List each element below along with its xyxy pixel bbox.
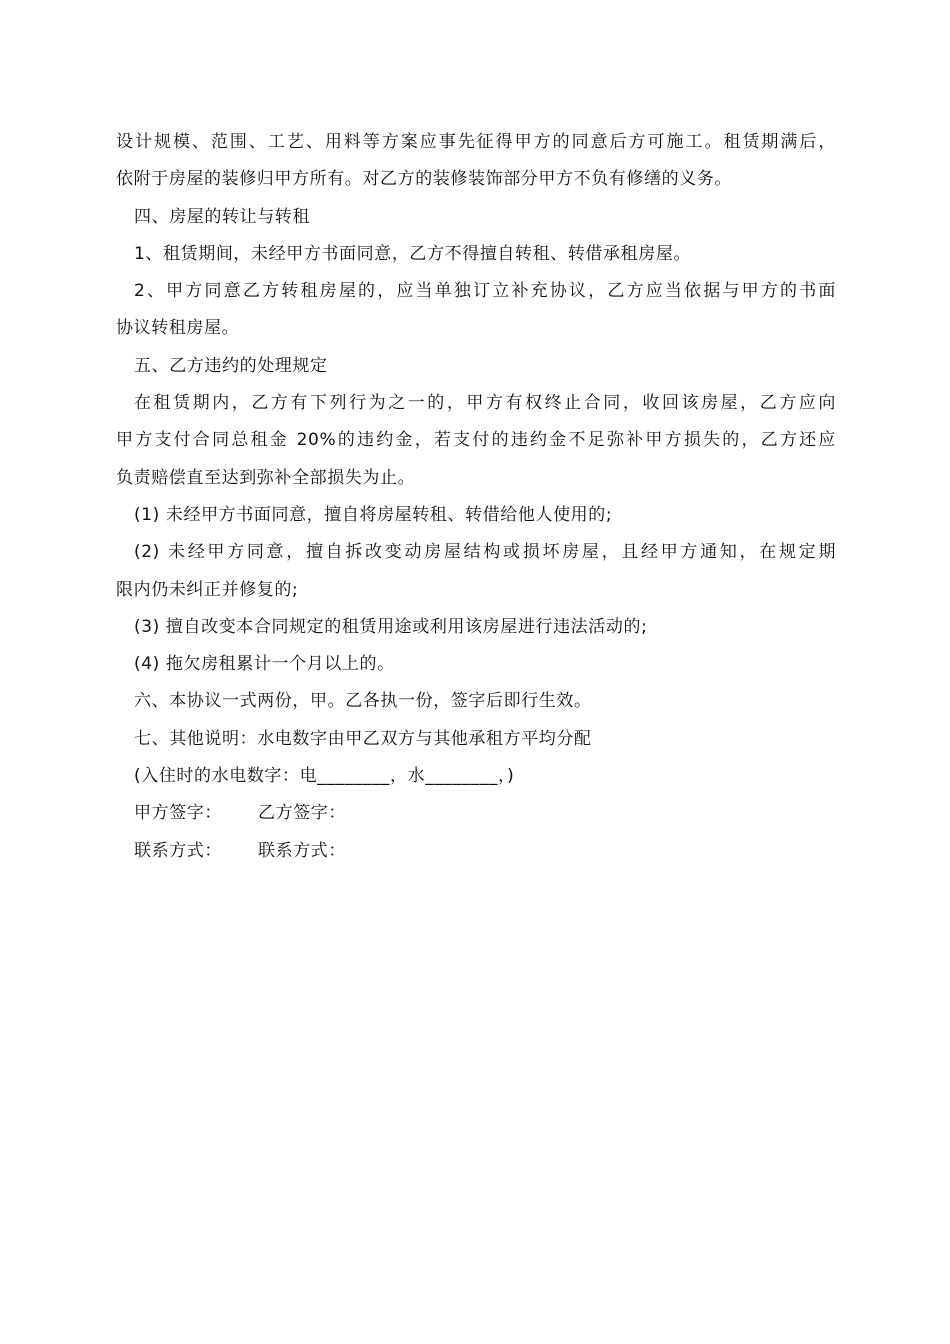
party-a-contact-label: 联系方式：	[134, 840, 222, 861]
paragraph-line: 负责赔偿直至达到弥补全部损失为止。	[116, 467, 416, 488]
list-item: (1) 未经甲方书面同意，擅自将房屋转租、转借给他人使用的;	[134, 504, 613, 525]
section-heading-transfer: 四、房屋的转让与转租	[134, 206, 310, 227]
signature-row	[116, 795, 836, 832]
section-heading-breach: 五、乙方违约的处理规定	[134, 355, 328, 376]
list-item: (2) 未经甲方同意，擅自拆改变动房屋结构或损坏房屋，且经甲方通知，在规定期	[134, 542, 836, 563]
paragraph-line: 设计规模、范围、工艺、用料等方案应事先征得甲方的同意后方可施工。租赁期满后，	[116, 132, 836, 152]
document-body	[116, 124, 836, 870]
contact-row	[116, 833, 836, 870]
paragraph-line: 依附于房屋的装修归甲方所有。对乙方的装修装饰部分甲方不负有修缮的义务。	[116, 169, 732, 190]
paragraph-line: 甲方支付合同总租金 20%的违约金，若支付的违约金不足弥补甲方损失的，乙方还应	[116, 430, 836, 451]
clause-item: 2、甲方同意乙方转租房屋的，应当单独订立补充协议，乙方应当依据与甲方的书面	[134, 281, 836, 302]
section-heading-effect: 六、本协议一式两份，甲。乙各执一份，签字后即行生效。	[134, 691, 592, 712]
clause-item: 1、租赁期间，未经甲方书面同意，乙方不得擅自转租、转借承租房屋。	[134, 243, 692, 264]
list-item: (4) 拖欠房租累计一个月以上的。	[134, 654, 395, 675]
paragraph-line: 限内仍未纠正并修复的;	[116, 579, 299, 600]
paragraph-line: 协议转租房屋。	[116, 318, 240, 339]
party-b-contact-label: 联系方式：	[258, 840, 346, 861]
list-item: (3) 擅自改变本合同规定的租赁用途或利用该房屋进行违法活动的;	[134, 616, 648, 637]
party-b-signature-label: 乙方签字：	[258, 803, 346, 824]
paragraph-line: 在租赁期内，乙方有下列行为之一的，甲方有权终止合同，收回该房屋，乙方应向	[134, 393, 836, 414]
meter-reading-line: (入住时的水电数字：电________，水________，)	[134, 766, 515, 787]
party-a-signature-label: 甲方签字：	[134, 803, 222, 824]
section-heading-other: 七、其他说明：水电数字由甲乙双方与其他承租方平均分配	[134, 728, 592, 749]
